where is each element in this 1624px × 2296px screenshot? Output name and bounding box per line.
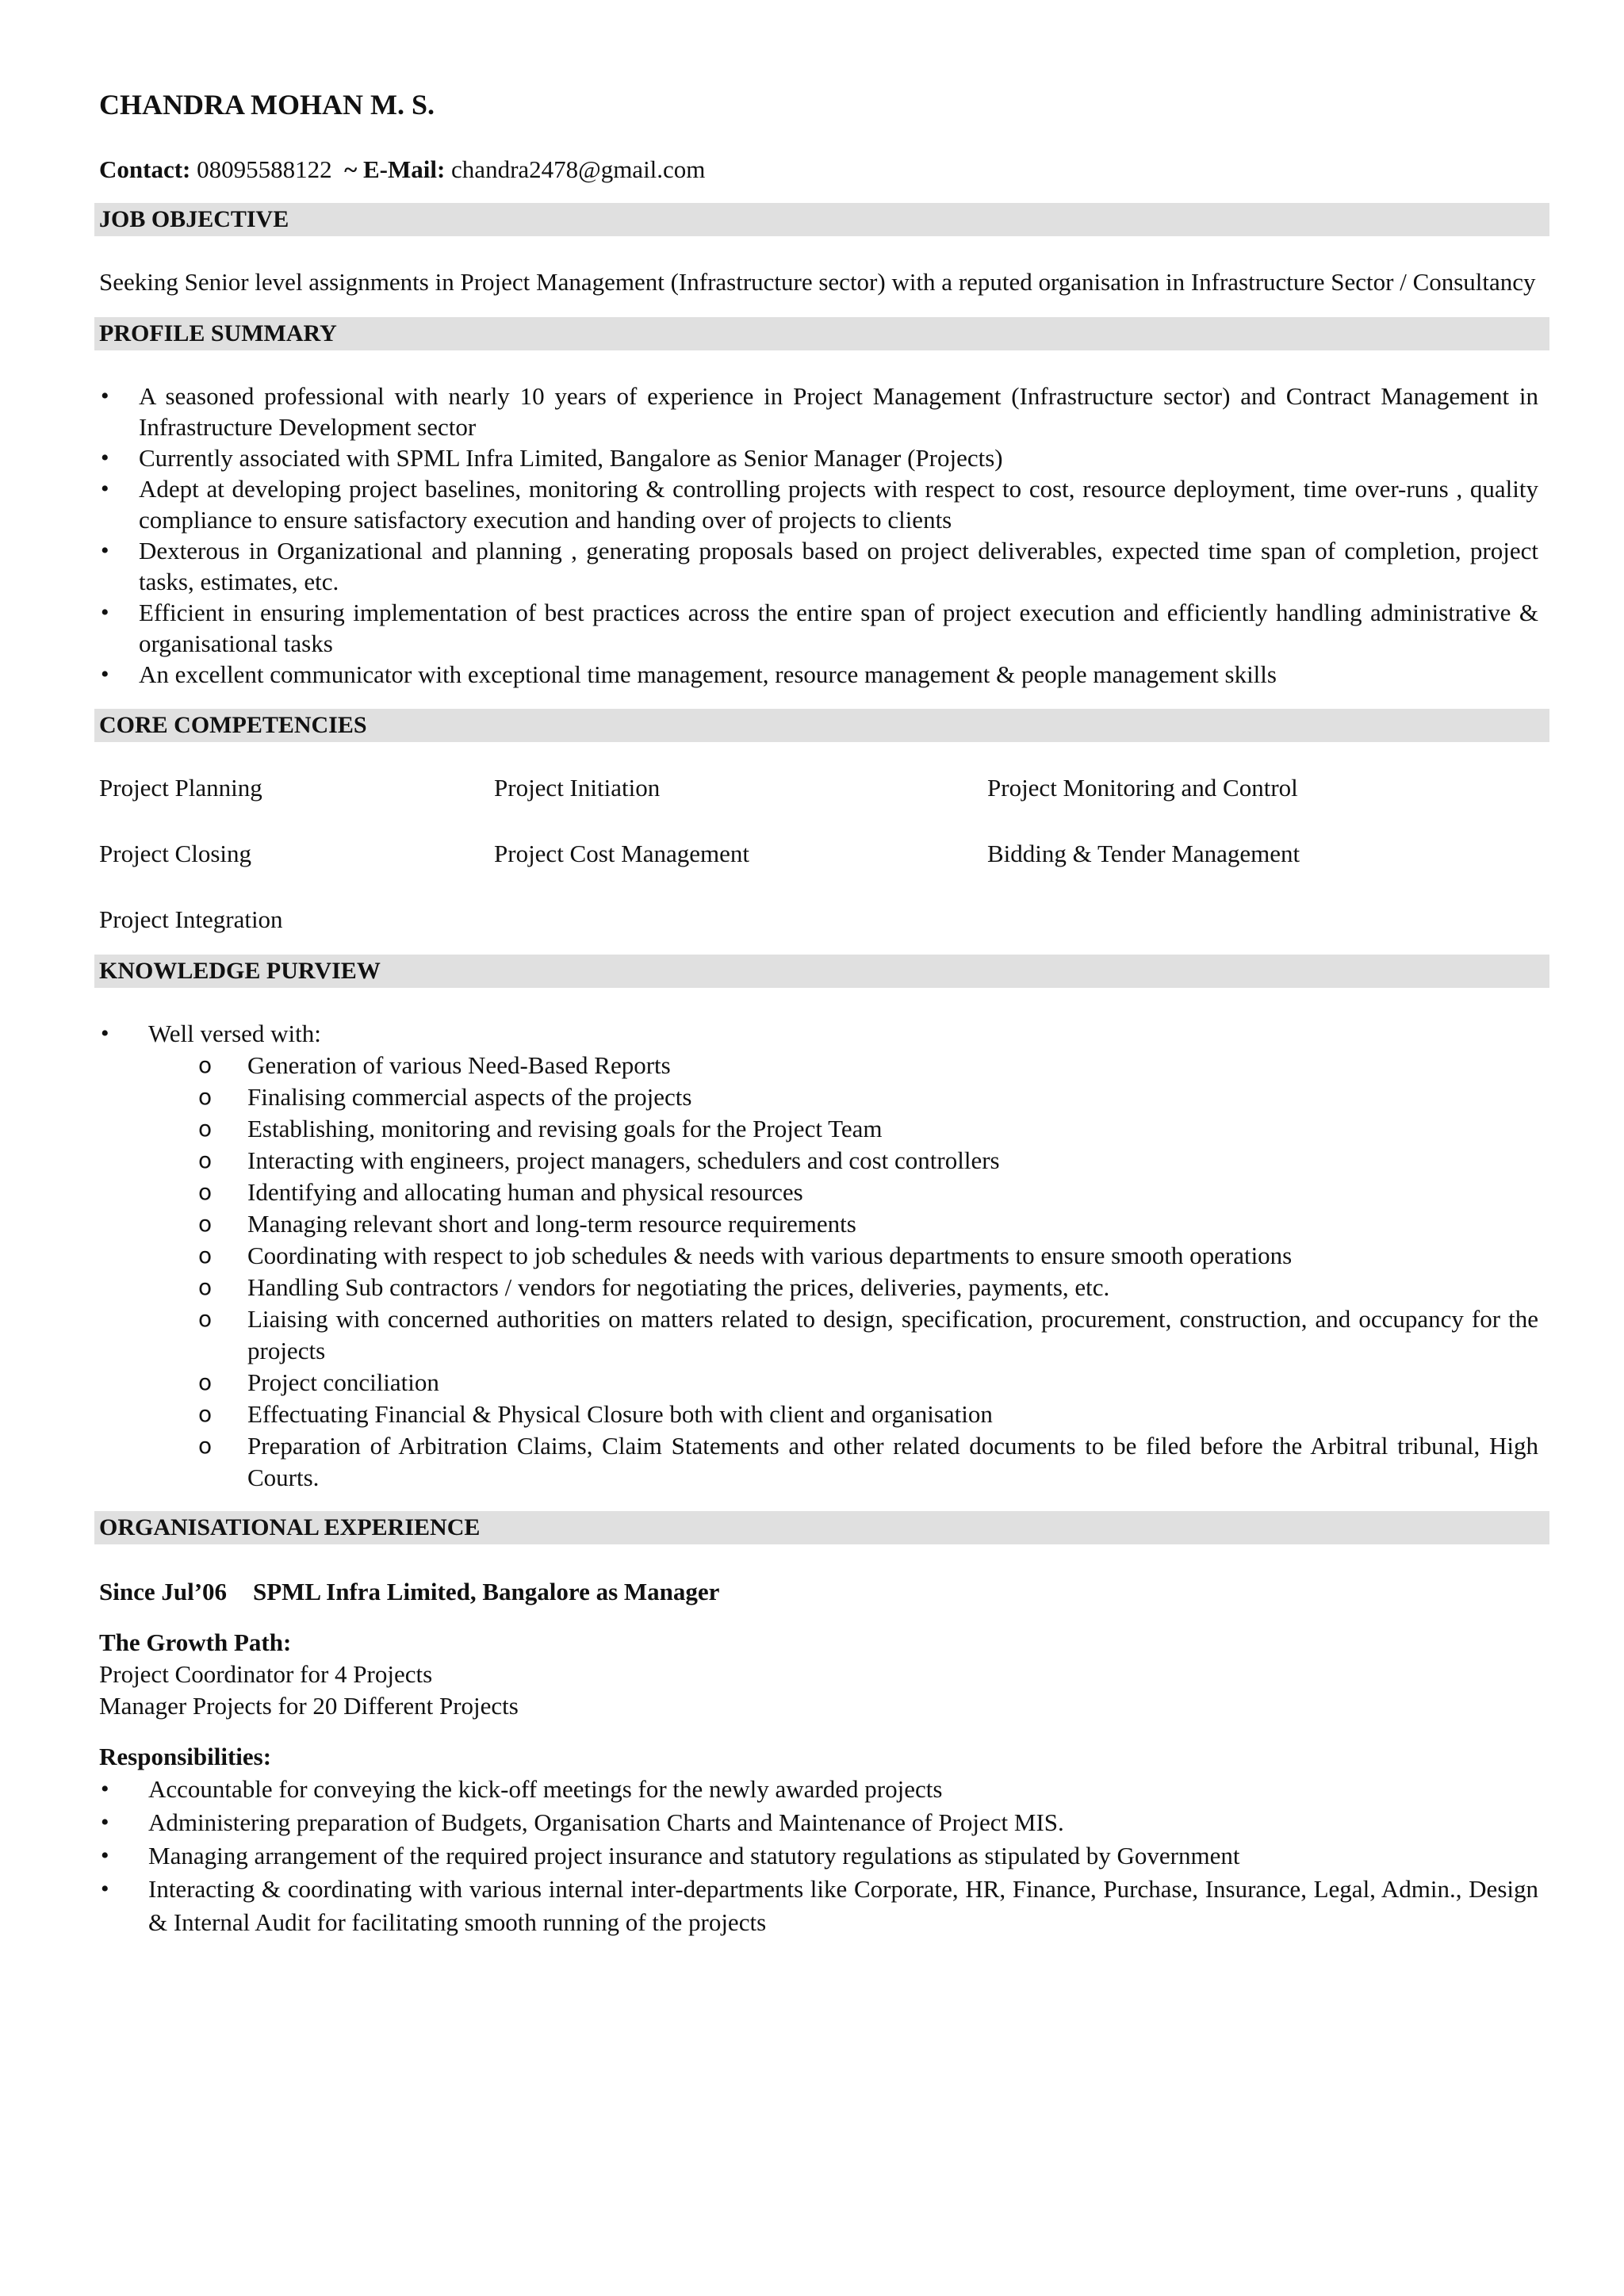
competency-item: Project Integration	[99, 905, 283, 933]
sub-list-item: o Finalising commercial aspects of the projects	[99, 1081, 1538, 1113]
responsibilities-heading: Responsibilities:	[99, 1743, 272, 1770]
section-heading-organisational-experience: ORGANISATIONAL EXPERIENCE	[94, 1511, 1549, 1544]
list-item: • Administering preparation of Budgets, Organisation Charts and Maintenance of Project MIS.	[99, 1806, 1538, 1839]
competencies-grid	[99, 772, 1538, 936]
sub-list-item: o Generation of various Need-Based Reports	[99, 1050, 1538, 1081]
sub-list-item: o Interacting with engineers, project managers, schedulers and cost controllers	[99, 1145, 1538, 1177]
list-item: • Dexterous in Organizational and planning , generating proposals based on project deliverables, expected time span of completion, project tasks, estimates, etc.	[99, 535, 1538, 597]
competency-item: Project Closing	[99, 840, 252, 867]
employment-row	[99, 1576, 1538, 1608]
list-item: • Efficient in ensuring implementation of best practices across the entire span of project execution and efficiently handling administrative & organisational tasks	[99, 597, 1538, 659]
sub-list-item: o Identifying and allocating human and physical resources	[99, 1177, 1538, 1208]
growth-path-item: Project Coordinator for 4 Projects	[99, 1660, 433, 1688]
email-label: ~ E-Mail:	[344, 155, 446, 183]
employment-org: SPML Infra Limited, Bangalore as Manager	[253, 1578, 720, 1605]
contact-email: chandra2478@gmail.com	[451, 155, 706, 183]
competency-item: Project Cost Management	[494, 840, 749, 867]
list-item: • Adept at developing project baselines, monitoring & controlling projects with respect to cost, resource deployment, time over-runs , quality compliance to ensure satisfactory execution and handing over of projects to clients	[99, 473, 1538, 535]
knowledge-sub-list	[99, 1050, 1538, 1494]
list-item: • Managing arrangement of the required project insurance and statutory regulations as stipulated by Government	[99, 1839, 1538, 1873]
sub-list-item: o Handling Sub contractors / vendors for negotiating the prices, deliveries, payments, etc.	[99, 1272, 1538, 1303]
employment-since: Since Jul’06	[99, 1578, 228, 1605]
list-item: • Well versed with:	[99, 1018, 1538, 1050]
sub-list-item: o Managing relevant short and long-term resource requirements	[99, 1208, 1538, 1240]
contact-label: Contact:	[99, 155, 191, 183]
sub-list-item: o Effectuating Financial & Physical Closure both with client and organisation	[99, 1399, 1538, 1430]
list-item: • An excellent communicator with exceptional time management, resource management & people management skills	[99, 659, 1538, 690]
sub-list-item: o Preparation of Arbitration Claims, Claim Statements and other related documents to be filed before the Arbitral tribunal, High Courts.	[99, 1430, 1538, 1494]
knowledge-list	[99, 1018, 1538, 1050]
competency-item: Project Planning	[99, 774, 262, 802]
section-heading-core-competencies: CORE COMPETENCIES	[94, 709, 1549, 742]
list-item: • A seasoned professional with nearly 10 years of experience in Project Management (Infrastructure sector) and Contract Management in Infrastructure Development sector	[99, 381, 1538, 442]
sub-list-item: o Coordinating with respect to job schedules & needs with various departments to ensure smooth operations	[99, 1240, 1538, 1272]
competency-item: Project Monitoring and Control	[987, 774, 1298, 802]
candidate-name: CHANDRA MOHAN M. S.	[99, 89, 435, 121]
sub-list-item: o Project conciliation	[99, 1367, 1538, 1399]
section-heading-knowledge-purview: KNOWLEDGE PURVIEW	[94, 955, 1549, 988]
competency-item: Project Initiation	[494, 774, 661, 802]
growth-path-item: Manager Projects for 20 Different Projects	[99, 1692, 519, 1720]
profile-summary-list	[99, 381, 1538, 690]
list-item: • Currently associated with SPML Infra Limited, Bangalore as Senior Manager (Projects)	[99, 442, 1538, 473]
contact-line	[99, 154, 1538, 186]
section-heading-job-objective: JOB OBJECTIVE	[94, 203, 1549, 236]
job-objective-text: Seeking Senior level assignments in Project Management (Infrastructure sector) with a reputed organisation in Infrastructure Sector / Consultancy	[99, 268, 1536, 296]
competency-item: Bidding & Tender Management	[987, 840, 1300, 867]
contact-phone: 08095588122	[197, 155, 332, 183]
growth-path-heading: The Growth Path:	[99, 1628, 292, 1656]
resume-content	[99, 87, 1538, 1939]
list-item: • Interacting & coordinating with various internal inter-departments like Corporate, HR, Finance, Purchase, Insurance, Legal, Admin., Design & Internal Audit for facilitating smooth running of the projects	[99, 1873, 1538, 1939]
sub-list-item: o Establishing, monitoring and revising goals for the Project Team	[99, 1113, 1538, 1145]
section-heading-profile-summary: PROFILE SUMMARY	[94, 317, 1549, 350]
list-item: • Accountable for conveying the kick-off meetings for the newly awarded projects	[99, 1773, 1538, 1806]
responsibilities-list	[99, 1773, 1538, 1939]
sub-list-item: o Liaising with concerned authorities on matters related to design, specification, procurement, construction, and occupancy for the projects	[99, 1303, 1538, 1367]
